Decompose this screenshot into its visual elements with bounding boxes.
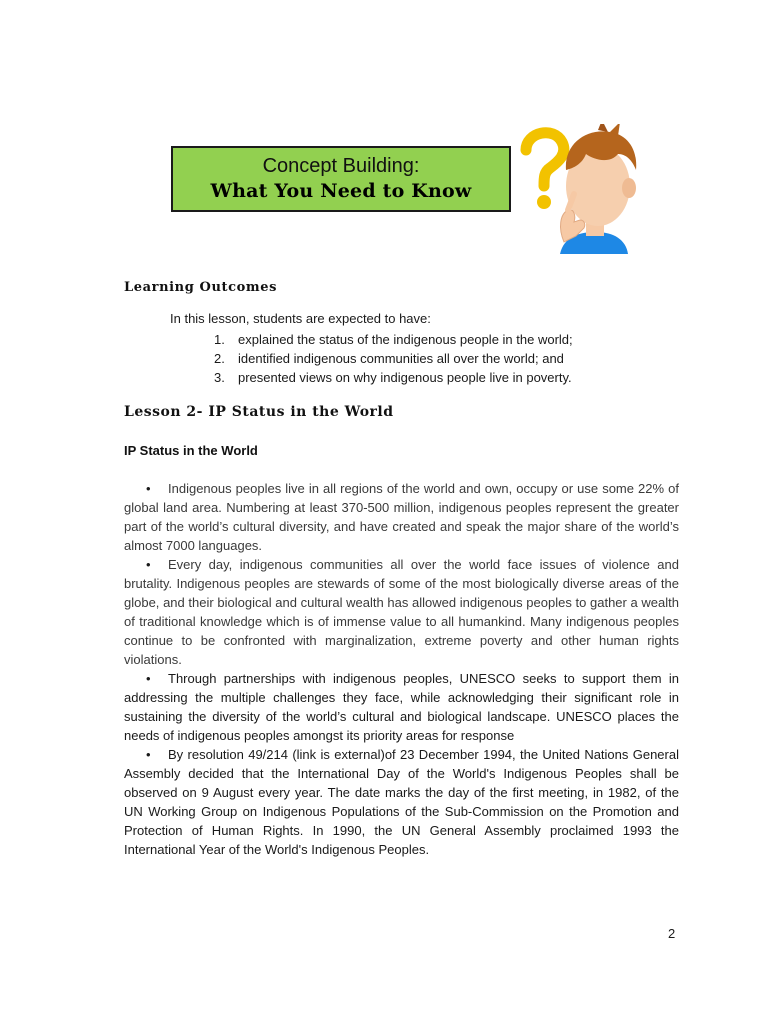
page-number: 2 [668, 926, 676, 941]
lesson-heading: Lesson 2- IP Status in the World [124, 404, 394, 420]
bullet-paragraph: • By resolution 49/214 (link is external)of 23 December 1994, the United Nations General Assembly decided that the International Day of the World's Indigenous Peoples shall be observed on 9 August every year. The date marks the day of the first meeting, in 1982, of the UN Working Group on Indigenous Populations of the Sub-Commission on the Promotion and Protection of Human Rights. In 1990, the UN General Assembly proclaimed 1993 the International Year of the World's Indigenous Peoples. [124, 747, 679, 857]
bullet-icon: • [146, 747, 151, 762]
thinking-boy-question-mark-icon [514, 124, 644, 254]
outcomes-list [214, 330, 573, 387]
bullet-icon: • [146, 671, 151, 686]
list-item: 3. presented views on why indigenous people live in poverty. [214, 370, 572, 385]
banner-subtitle: What You Need to Know [210, 180, 472, 202]
bullet-icon: • [146, 481, 151, 496]
outcomes-intro: In this lesson, students are expected to have: [170, 311, 431, 326]
section-subheading: IP Status in the World [124, 443, 258, 458]
banner-title: Concept Building: [262, 155, 420, 177]
list-item: 1. explained the status of the indigenous people in the world; [214, 332, 573, 347]
list-item: 2. identified indigenous communities all over the world; and [214, 351, 564, 366]
bullet-icon: • [146, 557, 151, 572]
bullet-paragraph: • Indigenous peoples live in all regions of the world and own, occupy or use some 22% of global land area. Numbering at least 370-500 million, indigenous peoples represent the greater part of the world’s cultural diversity, and have created and speak the major share of the world’s almost 7000 languages. [124, 481, 679, 553]
learning-outcomes-heading: Learning Outcomes [124, 280, 278, 295]
bullet-paragraph: • Every day, indigenous communities all over the world face issues of violence and brutality. Indigenous peoples are stewards of some of the most biologically diverse areas of the globe, and their biological and cultural wealth has allowed indigenous peoples to gather a wealth of traditional knowledge which is of immense value to all humankind. Many indigenous peoples continue to be confronted with marginalization, extreme poverty and other human rights violations. [124, 557, 679, 667]
concept-building-banner [171, 146, 511, 212]
bullet-paragraph: • Through partnerships with indigenous peoples, UNESCO seeks to support them in addressing the multiple challenges they face, while acknowledging their significant role in sustaining the diversity of the world’s cultural and biological landscape. UNESCO places the needs of indigenous peoples amongst its priority areas for response [124, 671, 679, 743]
lesson-body [124, 479, 679, 859]
